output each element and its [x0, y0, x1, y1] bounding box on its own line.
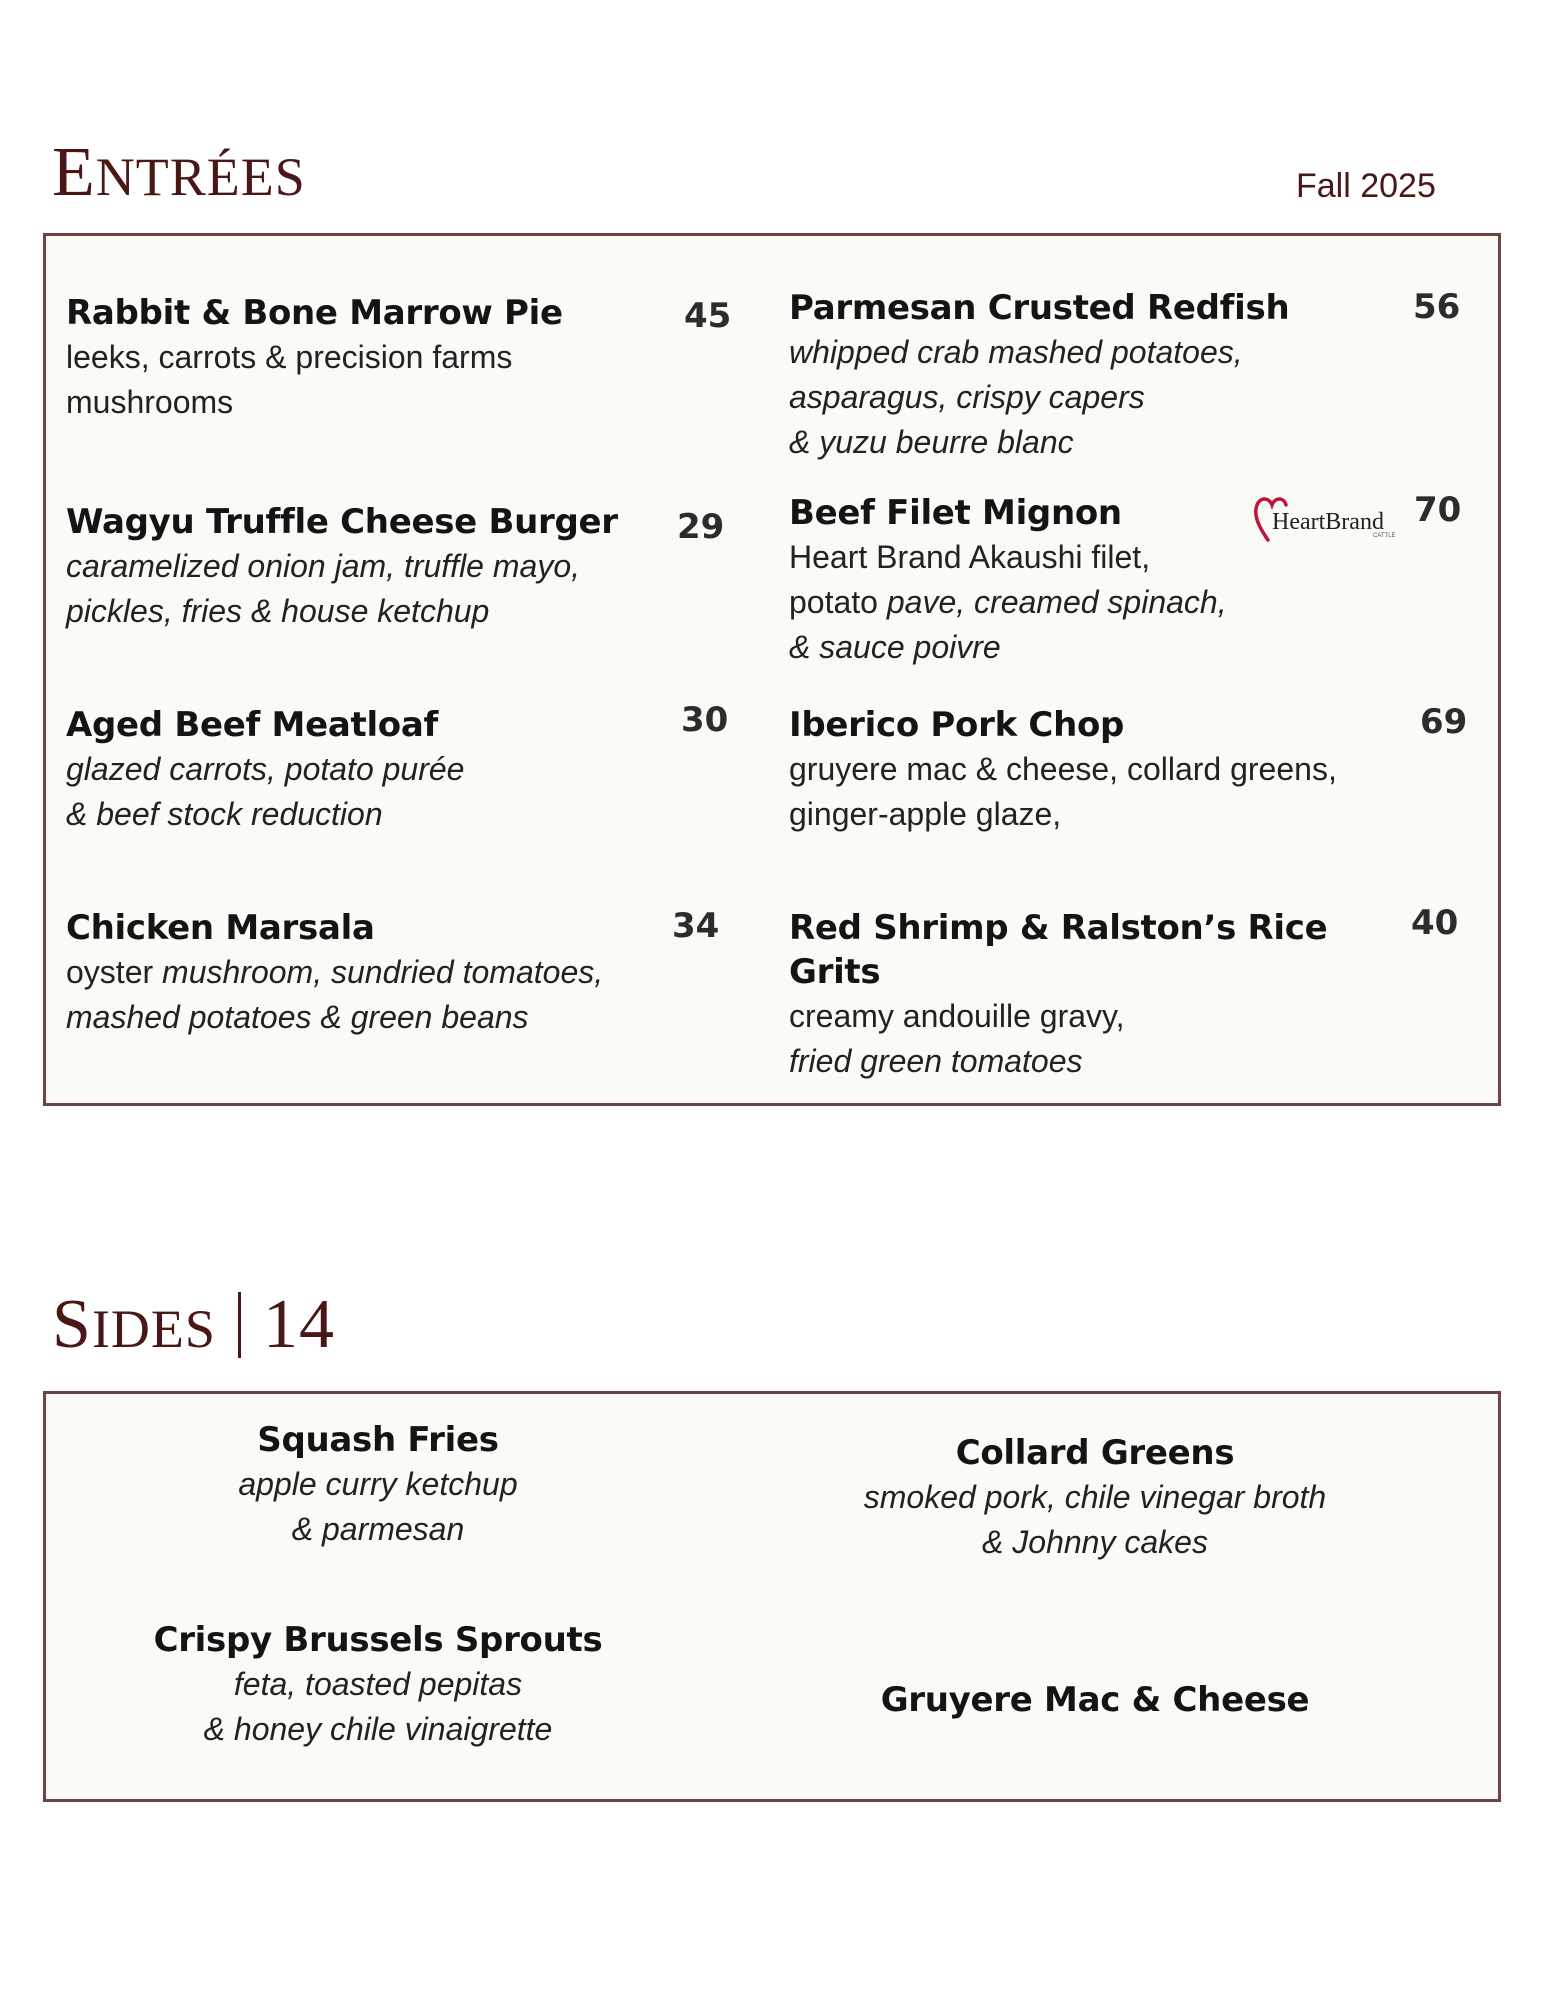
dish-description [66, 747, 746, 837]
dish-description-line: & sauce poivre [789, 629, 1001, 665]
side-crispy-brussels-sprouts [48, 1618, 708, 1752]
dish-description-line: whipped crab mashed potatoes, [789, 334, 1243, 370]
side-description-line: smoked pork, chile vinegar broth [863, 1479, 1327, 1515]
dish-description-line: & yuzu beurre blanc [789, 424, 1074, 460]
side-description [765, 1475, 1425, 1565]
dish-description-line: asparagus, crispy capers [789, 379, 1145, 415]
dish-description-line: mushrooms [66, 384, 234, 420]
dish-name: Chicken Marsala [66, 908, 375, 948]
dish-price: 56 [1413, 287, 1461, 327]
entrees-title [52, 134, 306, 211]
side-squash-fries [48, 1418, 708, 1552]
dish-price: 30 [681, 700, 729, 740]
logo-subtext: CATTLE [1373, 533, 1396, 539]
dish-description [789, 535, 1469, 670]
dish-price: 69 [1420, 702, 1468, 742]
sides-title [52, 1286, 335, 1363]
dish-description-line: mashed potatoes & green beans [66, 999, 529, 1035]
dish-description-line: leeks, carrots & precision farms [66, 339, 513, 375]
dish-description-line: gruyere mac & cheese, collard greens, [789, 751, 1337, 787]
side-name: Squash Fries [257, 1420, 499, 1460]
dish-description [789, 330, 1469, 465]
dish-name: Rabbit & Bone Marrow Pie [66, 293, 563, 333]
dish-chicken-marsala [66, 906, 746, 1040]
dish-iberico-pork-chop [789, 703, 1469, 837]
dish-price: 34 [672, 906, 720, 946]
side-description-line: & Johnny cakes [982, 1524, 1208, 1560]
dish-description-line: caramelized onion jam, truffle mayo, [66, 548, 580, 584]
dish-price: 40 [1411, 903, 1459, 943]
dish-price: 29 [677, 507, 725, 547]
side-name: Gruyere Mac & Cheese [880, 1680, 1310, 1720]
side-description-line: feta, toasted pepitas [233, 1666, 523, 1702]
dish-description [789, 994, 1429, 1084]
dish-description-plain: potato [789, 584, 887, 620]
dish-name: Parmesan Crusted Redfish [789, 288, 1290, 328]
dish-name: Aged Beef Meatloaf [66, 705, 438, 745]
dish-aged-beef-meatloaf [66, 703, 746, 837]
side-name: Collard Greens [955, 1433, 1235, 1473]
sides-price: 14 [262, 1286, 335, 1363]
dish-price: 45 [684, 296, 732, 336]
dish-red-shrimp-rice-grits [789, 906, 1429, 1084]
side-name: Crispy Brussels Sprouts [153, 1620, 603, 1660]
dish-description [66, 544, 746, 634]
dish-description-line: fried green tomatoes [789, 1043, 1083, 1079]
sides-title-text [52, 1286, 216, 1363]
dish-description-line: pickles, fries & house ketchup [66, 593, 490, 629]
dish-name: Red Shrimp & Ralston’s Rice Grits [789, 908, 1328, 992]
side-description-line: & parmesan [291, 1511, 465, 1547]
dish-name: Wagyu Truffle Cheese Burger [66, 502, 618, 542]
dish-description-line: & beef stock reduction [66, 796, 383, 832]
season-label: Fall 2025 [1296, 167, 1436, 205]
dish-description-line: creamy andouille gravy, [789, 998, 1125, 1034]
dish-description-italic: mushroom, sundried tomatoes, [162, 954, 604, 990]
dish-description-line: ginger-apple glaze, [789, 796, 1062, 832]
dish-description-line: Heart Brand Akaushi filet, [789, 539, 1151, 575]
side-description-line: apple curry ketchup [238, 1466, 518, 1502]
dish-description [66, 950, 746, 1040]
sides-title-initial: S [52, 1286, 92, 1363]
side-description [48, 1662, 708, 1752]
dish-description-line [789, 580, 1469, 625]
dish-name: Beef Filet Mignon [789, 493, 1122, 533]
sides-title-divider [238, 1292, 241, 1358]
side-description-line: & honey chile vinaigrette [203, 1711, 553, 1747]
dish-description [66, 335, 746, 425]
dish-description-italic: pave, creamed spinach, [886, 584, 1227, 620]
dish-rabbit-bone-marrow-pie [66, 291, 746, 425]
heartbrand-logo [1252, 493, 1400, 545]
dish-description-line [66, 950, 746, 995]
side-description [48, 1462, 708, 1552]
side-collard-greens [765, 1431, 1425, 1565]
logo-text: HeartBrand [1272, 509, 1384, 535]
dish-price: 70 [1414, 490, 1462, 530]
dish-parmesan-crusted-redfish [789, 286, 1469, 465]
dish-description-plain: oyster [66, 954, 163, 990]
dish-wagyu-truffle-cheese-burger [66, 500, 746, 634]
entrees-title-rest: NTRÉES [95, 147, 306, 207]
sides-title-rest: IDES [91, 1299, 216, 1359]
dish-description [789, 747, 1469, 837]
entrees-title-initial: E [52, 134, 96, 211]
dish-name: Iberico Pork Chop [789, 705, 1125, 745]
dish-description-line: glazed carrots, potato purée [66, 751, 465, 787]
side-gruyere-mac-cheese [765, 1678, 1425, 1722]
